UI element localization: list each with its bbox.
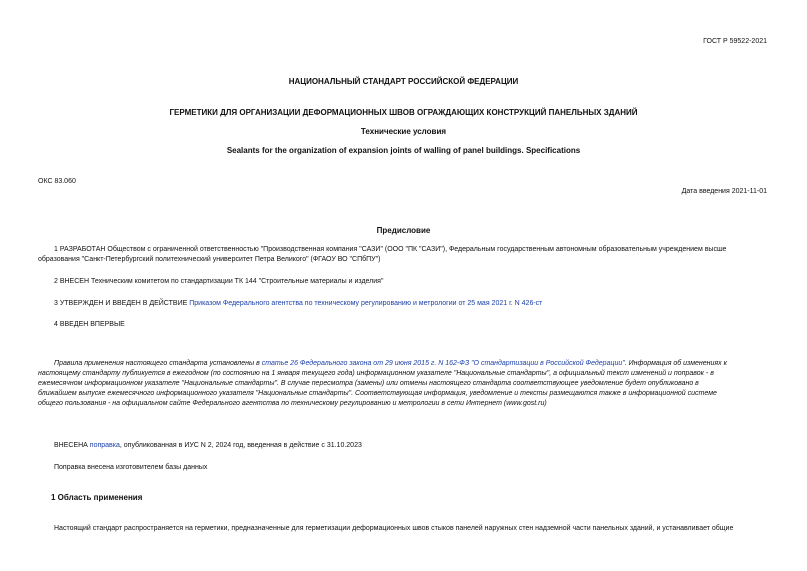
standard-title: НАЦИОНАЛЬНЫЙ СТАНДАРТ РОССИЙСКОЙ ФЕДЕРАЦИИ bbox=[288, 77, 519, 86]
doc-code: ГОСТ Р 59522-2021 bbox=[703, 38, 767, 45]
federal-law-link[interactable]: статье 26 Федерального закона от 29 июня 2015 г. N 162-ФЗ "О стандартизации в Российской Федерации" bbox=[261, 360, 625, 367]
rules-line-1 bbox=[38, 359, 770, 369]
foreword-item-3 bbox=[54, 299, 542, 308]
foreword-item-1-line-2: образования "Санкт-Петербургский политехнический университет Петра Великого" (ФГАОУ ВО "СПбПУ") bbox=[38, 256, 381, 263]
amendment-notice bbox=[54, 441, 362, 450]
amendment-note: Поправка внесена изготовителем базы данных bbox=[54, 464, 208, 471]
rules-line-1-suffix: . Информация об изменениях к bbox=[624, 360, 727, 367]
main-title: ГЕРМЕТИКИ ДЛЯ ОРГАНИЗАЦИИ ДЕФОРМАЦИОННЫХ ШВОВ ОГРАЖДАЮЩИХ КОНСТРУКЦИЙ ПАНЕЛЬНЫХ ЗДАНИЙ bbox=[169, 108, 638, 117]
rules-line-4: ближайшем выпуске ежемесячного информационного указателя "Национальные стандарты". Соответствующая информация, уведомление и тексты размещаются также в информационной системе bbox=[38, 390, 717, 397]
order-link[interactable]: Приказом Федерального агентства по техническому регулированию и метрологии от 25 мая 2021 г. N 426-ст bbox=[189, 300, 543, 307]
rules-line-5: общего пользования - на официальном сайте Федерального агентства по техническому регулированию и метрологии в сети Интернет (www.gost.ru) bbox=[38, 400, 547, 407]
rules-line-1-prefix: Правила применения настоящего стандарта установлены в bbox=[54, 360, 260, 367]
foreword-item-1 bbox=[38, 245, 770, 265]
foreword-heading: Предисловие bbox=[376, 226, 431, 235]
amendment-prefix: ВНЕСЕНА bbox=[54, 442, 88, 449]
introduction-date: Дата введения 2021-11-01 bbox=[681, 188, 767, 195]
rules-line-3: ежемесячном информационном указателе "Национальные стандарты". В случае пересмотра (замены) или отмены настоящего стандарта соответствующее уведомление будет опубликовано в bbox=[38, 380, 699, 387]
section-1-heading: 1 Область применения bbox=[51, 493, 143, 502]
rules-paragraph bbox=[38, 359, 770, 409]
section-1-text-line-1: Настоящий стандарт распространяется на герметики, предназначенные для герметизации деформационных швов стыков панелей наружных стен надземной части панельных зданий, и устанавливает общие bbox=[54, 525, 734, 532]
rules-line-2: настоящему стандарту публикуется в ежегодном (по состоянию на 1 января текущего года) информационном указателе "Национальные стандарты", а официальный текст изменений и поправок - в bbox=[38, 370, 714, 377]
amendment-suffix: , опубликованная в ИУС N 2, 2024 год, введенная в действие с 31.10.2023 bbox=[119, 442, 362, 449]
amendment-link[interactable]: поправка bbox=[89, 442, 120, 449]
foreword-item-2: 2 ВНЕСЕН Техническим комитетом по стандартизации ТК 144 "Строительные материалы и изделия" bbox=[54, 278, 384, 285]
foreword-item-1-line-1: 1 РАЗРАБОТАН Обществом с ограниченной ответственностью "Производственная компания "САЗИ" (ООО "ПК "САЗИ"), Федеральным государственным автономным образовательным учреждением высше bbox=[54, 246, 727, 253]
foreword-item-4: 4 ВВЕДЕН ВПЕРВЫЕ bbox=[54, 321, 125, 328]
section-1-text bbox=[38, 524, 770, 534]
oks-code: ОКС 83.060 bbox=[38, 178, 76, 185]
english-title: Sealants for the organization of expansion joints of walling of panel buildings. Specifications bbox=[226, 146, 581, 155]
foreword-item-3-text: 3 УТВЕРЖДЕН И ВВЕДЕН В ДЕЙСТВИЕ bbox=[54, 300, 188, 307]
document-subtitle: Технические условия bbox=[360, 127, 447, 136]
